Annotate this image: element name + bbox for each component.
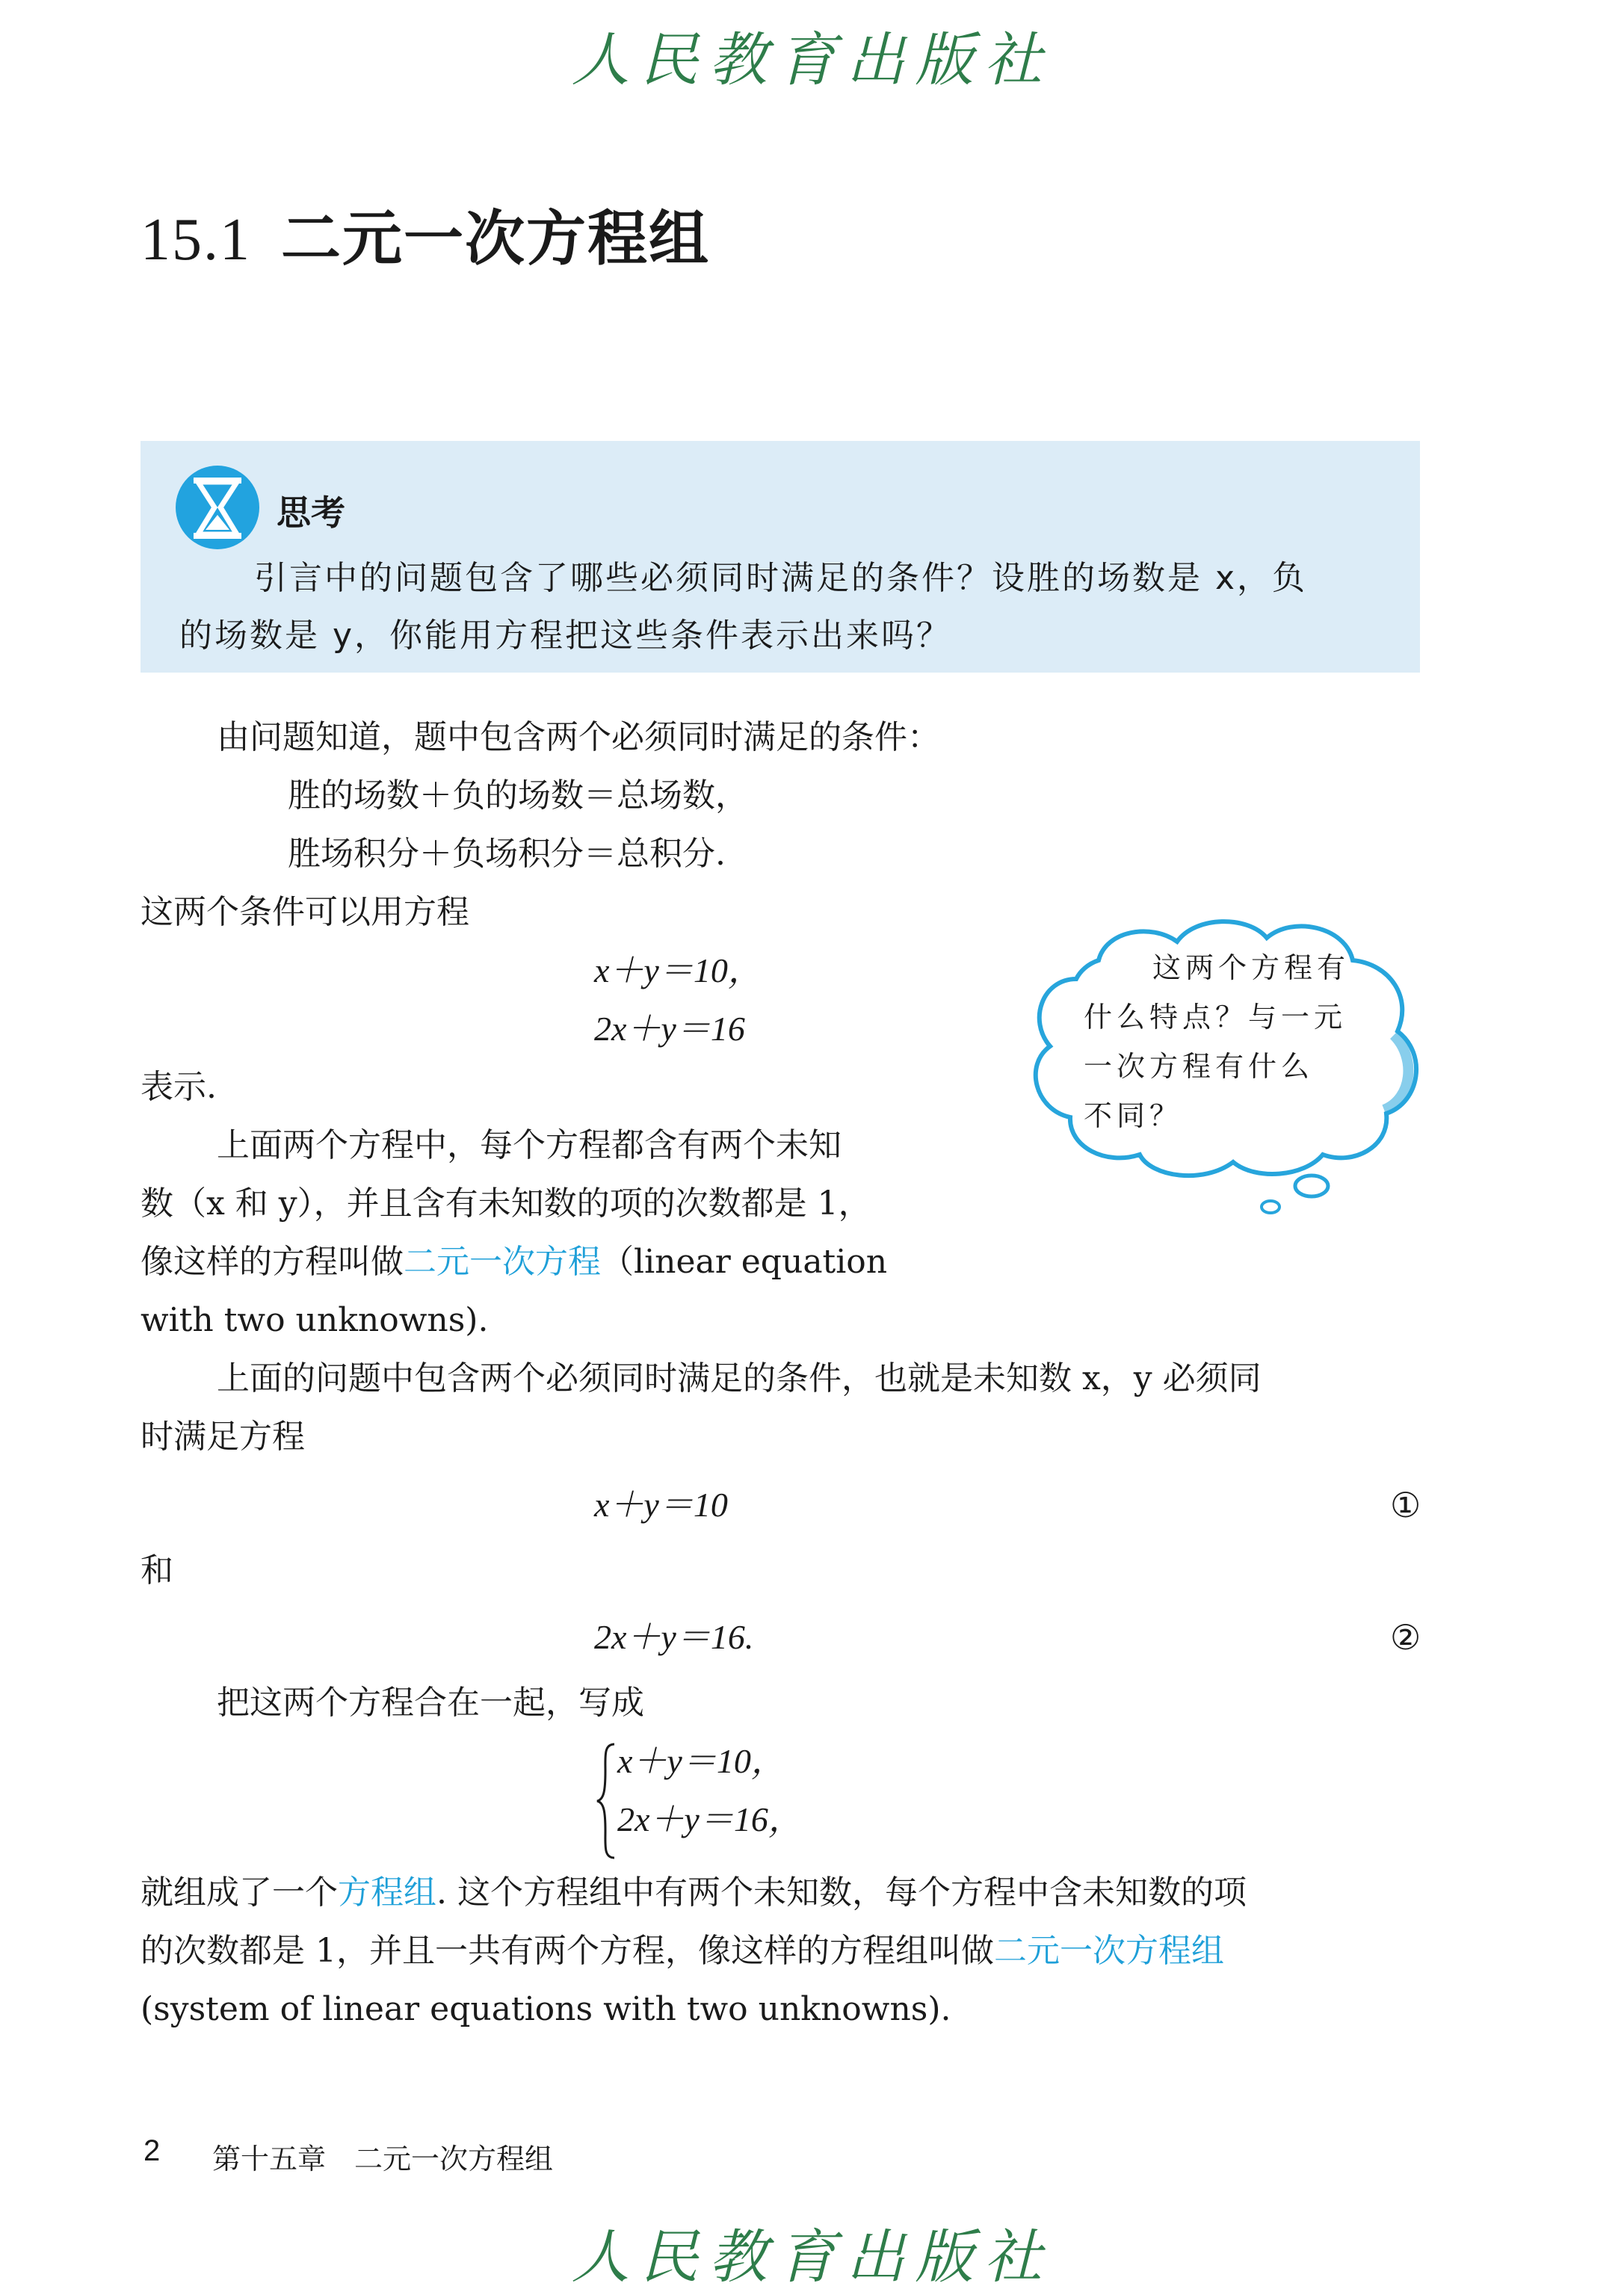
publisher-watermark-bottom: 人民教育出版社 (571, 2224, 1053, 2291)
think-line-1: 引言中的问题包含了哪些必须同时满足的条件？设胜的场数是 x，负 (254, 559, 1308, 597)
thought-bubble-text (1084, 943, 1368, 1140)
intro-text: 由问题知道，题中包含两个必须同时满足的条件： (217, 718, 940, 756)
term-linear-system: 二元一次方程组 (993, 1932, 1224, 1970)
paragraph-4-line-2 (141, 1922, 1224, 1980)
bubble-line-4: 不同？ (1084, 1099, 1183, 1132)
paragraph-2-line-1: 上面两个方程中，每个方程都含有两个未知 (217, 1126, 842, 1164)
section-number: 15.1 (141, 207, 251, 273)
system-equation-2: 2x＋y＝16， (617, 1800, 803, 1838)
hourglass-icon (176, 466, 259, 549)
paragraph-4-line-1 (141, 1864, 1247, 1922)
expression-tail: 表示. (141, 1068, 217, 1106)
bubble-line-1: 这两个方程有 (1152, 951, 1350, 984)
publisher-watermark-top: 人民教育出版社 (571, 27, 1053, 94)
paragraph-3-line-2: 时满足方程 (141, 1418, 305, 1456)
condition-1: 胜的场数＋负的场数＝总场数， (288, 776, 748, 815)
paragraph-2-line-3-b: （linear equation (601, 1243, 888, 1281)
think-label: 思考 (277, 492, 345, 533)
equation-mark-2: ② (1390, 1617, 1421, 1658)
equation-1: x＋y＝10， (594, 951, 762, 989)
paragraph-2-line-2: 数（x 和 y），并且含有未知数的项的次数都是 1， (141, 1184, 871, 1223)
equation-a: x＋y＝10 (594, 1486, 728, 1524)
condition-2: 胜场积分＋负场积分＝总积分. (288, 835, 726, 873)
equation-mark-1: ① (1390, 1485, 1421, 1525)
chapter-footer: 第十五章 二元一次方程组 (212, 2143, 554, 2175)
paragraph-3-line-1: 上面的问题中包含两个必须同时满足的条件，也就是未知数 x，y 必须同 (217, 1359, 1262, 1397)
bubble-line-3: 一次方程有什么 (1084, 1050, 1315, 1083)
paragraph-2-line-4: with two unknowns). (141, 1301, 489, 1339)
equation-b: 2x＋y＝16. (594, 1618, 754, 1656)
paragraph-4-line-3: (system of linear equations with two unknowns). (141, 1990, 951, 2028)
paragraph-4-line-2-a: 的次数都是 1，并且一共有两个方程，像这样的方程组叫做 (141, 1932, 994, 1970)
combine-text: 把这两个方程合在一起，写成 (217, 1684, 644, 1722)
expression-lead: 这两个条件可以用方程 (141, 893, 469, 931)
bubble-line-2: 什么特点？与一元 (1084, 1001, 1347, 1034)
paragraph-2-line-3 (141, 1233, 887, 1291)
equation-2: 2x＋y＝16 (594, 1010, 745, 1048)
page-number: 2 (143, 2134, 161, 2167)
paragraph-2-line-3-a: 像这样的方程叫做 (141, 1243, 404, 1281)
paragraph-4-line-1-b: . 这个方程组中有两个未知数，每个方程中含未知数的项 (436, 1874, 1247, 1912)
term-linear-equation: 二元一次方程 (404, 1243, 601, 1281)
and-text: 和 (141, 1551, 173, 1590)
brace-icon (595, 1741, 617, 1861)
term-equation-system: 方程组 (338, 1874, 436, 1912)
section-title-text: 二元一次方程组 (281, 204, 710, 274)
paragraph-4-line-1-a: 就组成了一个 (141, 1874, 338, 1912)
think-line-2: 的场数是 y，你能用方程把这些条件表示出来吗？ (179, 617, 952, 655)
system-equation-1: x＋y＝10， (617, 1742, 785, 1780)
section-title (141, 191, 710, 277)
